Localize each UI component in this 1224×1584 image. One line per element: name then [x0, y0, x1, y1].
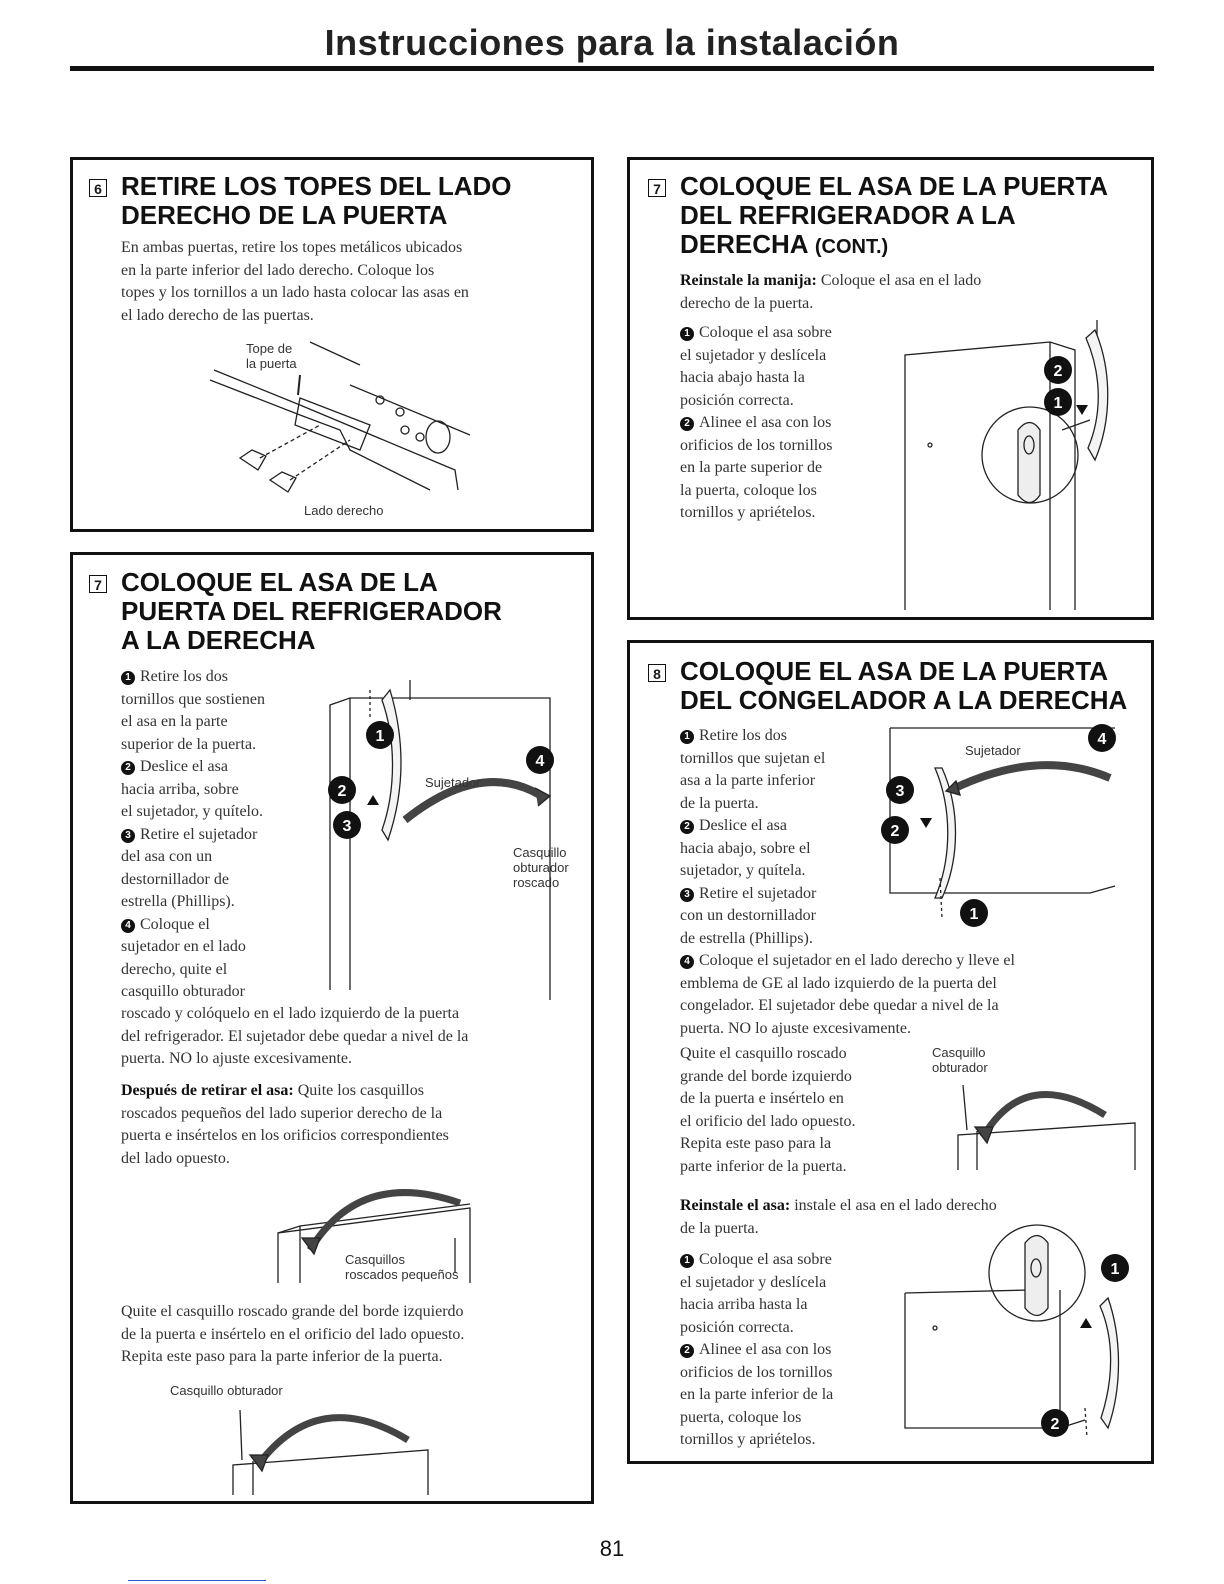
section-7-steps-wide: roscado y colóquelo en el lado izquierdo de la puerta del refrigerador. El sujetador debe quedar a nivel de la puerta. NO lo ajuste excesivamente. [121, 1005, 469, 1067]
door-stop-illustration [200, 340, 490, 505]
small-threaded-plugs-label: Casquillos roscados pequeños [345, 1252, 459, 1282]
freezer-plug-text: Quite el casquillo roscado grande del borde izquierdo de la puerta e insértelo en el orificio del lado opuesto. Repita este paso para la parte inferior de la puerta. [680, 1045, 856, 1175]
section-7-cont-heading: COLOQUE EL ASA DE LA PUERTA DEL REFRIGERADOR A LA DERECHA (CONT.) [680, 171, 1109, 259]
svg-text:4: 4 [535, 753, 545, 770]
svg-text:2: 2 [890, 823, 900, 840]
right-side-label: Lado derecho [304, 503, 384, 518]
section-8-steps: 1 Retire los dos tornillos que sujetan el asa a la parte inferior de la puerta. 2 Deslice el asa hacia abajo, sobre el sujetador, y quítela. 3 Retire el sujetador con un destornillador de estrella (Phillips). [680, 727, 826, 947]
title-rule [70, 66, 1154, 71]
svg-text:2: 2 [1050, 1416, 1060, 1433]
refrigerator-handle-removal-illustration [310, 680, 570, 1000]
step-4-bullet: 4 [680, 955, 694, 969]
step-1-bullet: 1 [680, 1254, 694, 1268]
reinstall-handle-text: Reinstale la manija: Coloque el asa en el lado derecho de la puerta. [680, 272, 982, 312]
step-1-bullet: 1 [680, 327, 694, 341]
step-3-bullet: 3 [121, 829, 135, 843]
page-title: Instrucciones para la instalación [324, 22, 900, 63]
large-plug-text: Quite el casquillo roscado grande del borde izquierdo de la puerta e insértelo en el orificio del lado opuesto. Repita este paso para la parte inferior de la puerta. [121, 1303, 465, 1365]
svg-text:3: 3 [342, 818, 352, 835]
freezer-handle-install-illustration [900, 1228, 1135, 1453]
section-7-cont-number: 7 [648, 179, 666, 197]
svg-text:1: 1 [1110, 1261, 1120, 1278]
svg-text:1: 1 [1053, 395, 1063, 412]
section-8-heading: COLOQUE EL ASA DE LA PUERTA DEL CONGELADOR A LA DERECHA [680, 656, 1128, 715]
threaded-plug-label: Casquillo obturador roscado [513, 845, 569, 890]
svg-text:1: 1 [375, 728, 385, 745]
section-8-steps-wide: 4 Coloque el sujetador en el lado derecho y lleve el emblema de GE al lado izquierdo de la puerta del congelador. El sujetador debe quedar a nivel de la puerta. NO lo ajuste excesivamente. [680, 952, 1015, 1037]
freezer-plug-illustration [955, 1075, 1140, 1170]
freezer-reinstall-text: Reinstale el asa: instale el asa en el lado derecho de la puerta. [680, 1197, 997, 1237]
svg-text:2: 2 [1053, 363, 1063, 380]
after-removal-text: Después de retirar el asa: Quite los casquillos roscados pequeños del lado superior derecho de la puerta e insértelos en los orificios correspondientes del lado opuesto. [121, 1082, 449, 1167]
freezer-reinstall-steps: 1 Coloque el asa sobre el sujetador y deslícela hacia arriba hasta la posición correcta. 2 Alinee el asa con los orificios de los tornillos en la parte inferior de la puerta, coloque los tornillos y apriételos. [680, 1251, 834, 1448]
step-2-bullet: 2 [680, 820, 694, 834]
door-stop-label: Tope de la puerta [246, 341, 297, 371]
refrigerator-handle-install-illustration [900, 320, 1130, 610]
clip-label: Sujetador [425, 775, 481, 790]
svg-text:1: 1 [969, 906, 979, 923]
large-plug-illustration [228, 1395, 438, 1495]
step-4-bullet: 4 [121, 919, 135, 933]
footer-link-line [128, 1580, 266, 1581]
svg-text:2: 2 [337, 783, 347, 800]
section-7-heading: COLOQUE EL ASA DE LA PUERTA DEL REFRIGERADOR A LA DERECHA [121, 567, 502, 655]
section-6-body: En ambas puertas, retire los topes metálicos ubicados en la parte inferior del lado derecho. Coloque los topes y los tornillos a un lado hasta colocar las asas en el lado derecho de las puertas. [121, 239, 469, 324]
freezer-plug-label: Casquillo obturador [932, 1045, 988, 1075]
svg-text:4: 4 [1097, 731, 1107, 748]
section-6-number: 6 [89, 179, 107, 197]
section-7-number: 7 [89, 575, 107, 593]
svg-text:3: 3 [895, 783, 905, 800]
section-6-heading: RETIRE LOS TOPES DEL LADO DERECHO DE LA PUERTA [121, 171, 512, 230]
step-2-bullet: 2 [121, 761, 135, 775]
freezer-clip-label: Sujetador [965, 743, 1021, 758]
step-1-bullet: 1 [680, 730, 694, 744]
plug-label: Casquillo obturador [170, 1383, 283, 1398]
section-7-steps: 1 Retire los dos tornillos que sostienen el asa en la parte superior de la puerta. 2 Deslice el asa hacia arriba, sobre el sujetador, y quítelo. 3 Retire el sujetador del asa con un destornillador de estrella (Phillips). 4 Coloque el sujetador en el lado derecho, quite el casquillo obturador [121, 668, 265, 1000]
step-2-bullet: 2 [680, 417, 694, 431]
step-2-bullet: 2 [680, 1344, 694, 1358]
step-1-bullet: 1 [121, 671, 135, 685]
section-8-number: 8 [648, 664, 666, 682]
page-number: 81 [599, 1536, 625, 1561]
section-7-cont-steps: 1 Coloque el asa sobre el sujetador y deslícela hacia abajo hasta la posición correcta. 2 Alinee el asa con los orificios de los tornillos en la parte superior de la puerta, coloque los tornillos y apriételos. [680, 324, 833, 521]
step-3-bullet: 3 [680, 888, 694, 902]
